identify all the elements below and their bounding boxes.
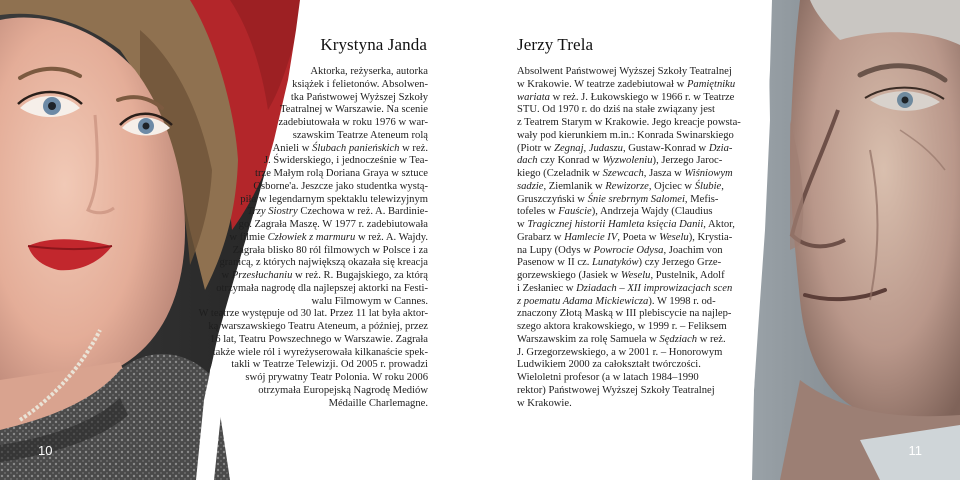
bio-text: gorzewskiego (Jasiek w: [517, 270, 621, 281]
bio-line: [198, 117, 428, 130]
bio-text: w Krakowie.: [517, 397, 572, 409]
bio-line: [198, 181, 428, 194]
bio-line: [198, 130, 428, 143]
bio-text: Aktorka, reżyserka, autorka: [310, 66, 428, 77]
work-title: Ślubach panieńskich: [312, 142, 400, 154]
bio-text: swój prywatny Teatr Polonia. W roku 2006: [245, 372, 428, 383]
bio-text: takli w Teatrze Telewizji. Od 2005 r. prowadzi: [231, 359, 428, 371]
bio-line: [517, 66, 741, 79]
bio-line: [198, 385, 428, 398]
bio-text: Zagrała blisko 80 ról filmowych w Polsce i za: [232, 244, 428, 256]
bio-text: J. Świderskiego, i jednocześnie w Tea-: [263, 155, 428, 167]
bio-line: [198, 347, 428, 360]
work-title: Tragicznej historii Hamleta księcia Danii: [527, 219, 704, 230]
work-title: Przesłuchaniu: [231, 270, 293, 281]
bio-text: książek i felietonów. Absolwen-: [292, 78, 428, 90]
bio-text: ), Krystia-: [688, 231, 733, 243]
bio-line: [198, 155, 428, 168]
bio-text: Médaille Charlemagne.: [328, 397, 428, 409]
work-title: Pamiętniku: [686, 78, 736, 90]
bio-text: J. Grzegorzewskiego, a w 2001 r. – Honorowym: [517, 346, 723, 358]
work-title: z poematu Adama Mickiewicza: [517, 295, 649, 307]
bio-text: w reż. R. Bugajskiego, za którą: [292, 270, 428, 281]
bio-text: kiego (Czeladnik w: [517, 168, 603, 179]
work-title: sadzie: [517, 180, 544, 192]
bio-text: (Piotr w: [517, 142, 555, 154]
bio-line: [517, 359, 741, 372]
bio-line: [198, 257, 428, 270]
bio-text: ką warszawskiego Teatru Ateneum, a później, przez: [208, 321, 428, 332]
bio-line: [198, 296, 428, 309]
bio-text: w reż. A. Wajdy.: [355, 231, 428, 243]
bio-text: Absolwent Państwowej Wyższej Szkoły Teatralnej: [517, 66, 732, 77]
bio-text: z Teatrem Starym w Krakowie. Jego kreacje powsta-: [517, 117, 741, 128]
bio-line: [198, 359, 428, 372]
bio-line: [517, 168, 741, 181]
bio-text: w reż. J. Łukowskiego w 1966 r. w Teatrze: [549, 91, 735, 103]
bio-line: [517, 398, 741, 411]
bio-text: trze Małym rolą Doriana Graya w sztuce: [255, 168, 428, 179]
bio-text: w reż.: [697, 333, 726, 345]
work-title: Weselu: [620, 270, 651, 281]
bio-text: walu Filmowym w Cannes.: [311, 295, 428, 307]
bio-line: [198, 194, 428, 207]
bio-line: [198, 321, 428, 334]
bio-line: [198, 219, 428, 232]
bio-text: Gruszczyński w: [517, 193, 588, 205]
bio-line: [198, 66, 428, 79]
bio-text: W teatrze występuje od 30 lat. Przez 11 lat była aktor-: [198, 308, 428, 320]
bio-text: Pasenow w II cz.: [517, 257, 593, 269]
work-title: Rewizorze: [605, 180, 649, 192]
bio-line: [198, 232, 428, 245]
bio-text: rektor) Państwowej Wyższej Szkoły Teatralnej: [517, 384, 715, 396]
bio-line: [198, 104, 428, 117]
bio-text: także wiele ról i wyreżyserowała kilkanaście spek-: [212, 346, 428, 358]
left-page-number: 10: [38, 443, 53, 458]
bio-line: [517, 308, 741, 321]
work-title: Szewcach: [602, 168, 644, 179]
bio-line: [198, 168, 428, 181]
right-page-title: Jerzy Trela: [517, 35, 594, 54]
left-page-title: Krystyna Janda: [320, 35, 427, 54]
bio-line: [198, 206, 428, 219]
bio-line: [517, 194, 741, 207]
work-title: Trzy Siostry: [247, 206, 298, 218]
bio-text: granicą, z których największą okazała się kreacja: [219, 257, 428, 269]
bio-text: i Zesłaniec w: [517, 282, 577, 294]
bio-text: Wieloletni profesor (a w latach 1984–1990: [517, 372, 699, 383]
bio-line: [517, 283, 741, 296]
work-title: Ślubie: [694, 180, 722, 192]
bio-text: szawskim Teatrze Ateneum rolą: [292, 129, 428, 141]
work-title: wariata: [517, 91, 550, 103]
bio-text: Ludwikiem 2000 za całokształt twórczości.: [517, 359, 701, 371]
bio-line: [517, 245, 741, 258]
bio-line: [517, 372, 741, 385]
work-title: Człowiek z marmuru: [267, 231, 356, 243]
bio-text: szego aktora krakowskiego, w 1999 r. – Feliksem: [517, 321, 727, 332]
bio-line: [198, 270, 428, 283]
bio-text: , Poeta w: [617, 231, 660, 243]
bio-line: [517, 155, 741, 168]
bio-text: ,: [721, 180, 724, 192]
bio-line: [517, 79, 741, 92]
right-page-number: 11: [908, 443, 922, 458]
bio-text: , Ziemlanik w: [543, 180, 606, 192]
right-page-bio: [517, 66, 741, 410]
bio-text: Osborne'a. Jeszcze jako studentka wystą-: [253, 180, 428, 192]
work-title: Lunatyków: [592, 257, 639, 269]
bio-line: [517, 257, 741, 270]
bio-text: w reż.: [399, 142, 428, 154]
bio-text: , Gustaw-Konrad w: [622, 142, 709, 154]
bio-line: [517, 117, 741, 130]
bio-line: [517, 347, 741, 360]
work-title: Sędziach: [659, 333, 698, 345]
bio-text: Czechowa w reż. A. Bardinie-: [297, 206, 428, 218]
bio-text: w: [221, 270, 232, 281]
work-title: Śnie srebrnym Salomei: [587, 193, 685, 205]
bio-line: [517, 206, 741, 219]
bio-line: [198, 308, 428, 321]
bio-line: [517, 143, 741, 156]
bio-line: [198, 398, 428, 411]
left-page-bio: [198, 66, 428, 410]
bio-text: ), Andrzeja Wajdy (Claudius: [591, 206, 713, 218]
bio-text: na Lupy (Odys w: [517, 244, 594, 256]
work-title: Zegnaj, Judaszu: [554, 142, 623, 154]
bio-line: [198, 372, 428, 385]
bio-line: [517, 270, 741, 283]
bio-text: piła w legendarnym spektaklu telewizyjnym: [240, 193, 428, 205]
bio-line: [517, 334, 741, 347]
bio-text: ), Jerzego Jaroc-: [652, 155, 723, 167]
bio-line: [198, 143, 428, 156]
bio-text: otrzymała nagrodę dla najlepszej aktorki na Festi-: [216, 282, 428, 294]
bio-line: [198, 283, 428, 296]
bio-text: znaczony Złotą Maską w III plebiscycie na najlep-: [517, 308, 732, 320]
bio-line: [517, 92, 741, 105]
work-title: Dzia-: [708, 142, 733, 154]
bio-text: , Ojciec w: [648, 180, 695, 192]
bio-text: Grabarz w: [517, 231, 565, 243]
bio-line: [517, 130, 741, 143]
bio-text: , Pustelnik, Adolf: [650, 270, 725, 281]
bio-text: w filmie: [229, 231, 268, 243]
bio-text: , Jasza w: [643, 168, 685, 179]
bio-line: [517, 104, 741, 117]
bio-line: [517, 232, 741, 245]
work-title: Fauście: [558, 206, 592, 218]
bio-text: Teatralnej w Warszawie. Na scenie: [280, 104, 428, 116]
bio-line: [517, 321, 741, 334]
bio-line: [198, 334, 428, 347]
bio-text: w: [517, 219, 528, 230]
bio-text: ). W 1998 r. od-: [648, 295, 716, 307]
bio-text: go. Zagrała Maszę. W 1977 r. zadebiutowała: [238, 219, 428, 230]
work-title: Powrocie Odysa: [593, 244, 664, 256]
bio-text: czy Konrad w: [537, 155, 603, 167]
bio-text: otrzymała Europejską Nagrodę Mediów: [258, 384, 428, 396]
bio-line: [517, 219, 741, 232]
bio-text: tka Państwowej Wyższej Szkoły: [290, 91, 428, 103]
bio-line: [198, 92, 428, 105]
work-title: Weselu: [659, 231, 689, 243]
bio-text: Anieli w: [272, 142, 313, 154]
bio-text: tofeles w: [517, 206, 559, 218]
bio-text: STU. Od 1970 r. do dziś na stałe związany jest: [517, 104, 716, 116]
bio-text: Warszawskim za rolę Samuela w: [517, 333, 660, 345]
bio-text: ) czy Jerzego Grze-: [638, 257, 722, 269]
work-title: Wyzwoleniu: [602, 155, 653, 167]
bio-text: w Krakowie. W teatrze zadebiutował w: [517, 78, 687, 90]
bio-text: wały pod kierunkiem m.in.: Konrada Swinarskiego: [517, 129, 734, 141]
bio-text: , Aktor,: [703, 219, 735, 230]
bio-line: [517, 296, 741, 309]
work-title: Hamlecie IV: [564, 231, 618, 243]
bio-line: [517, 181, 741, 194]
work-title: Dziadach – XII improwizacjach scen: [576, 282, 733, 294]
work-title: Wiśniowym: [684, 168, 733, 179]
bio-text: , Mefis-: [684, 193, 719, 205]
bio-line: [517, 385, 741, 398]
bio-text: zadebiutowała w roku 1976 w war-: [278, 117, 428, 128]
work-title: dach: [517, 155, 538, 167]
bio-text: , Joachim von: [663, 244, 723, 256]
bio-line: [198, 245, 428, 258]
bio-text: 16 lat, Teatru Powszechnego w Warszawie. Zagrała: [209, 333, 428, 345]
bio-line: [198, 79, 428, 92]
